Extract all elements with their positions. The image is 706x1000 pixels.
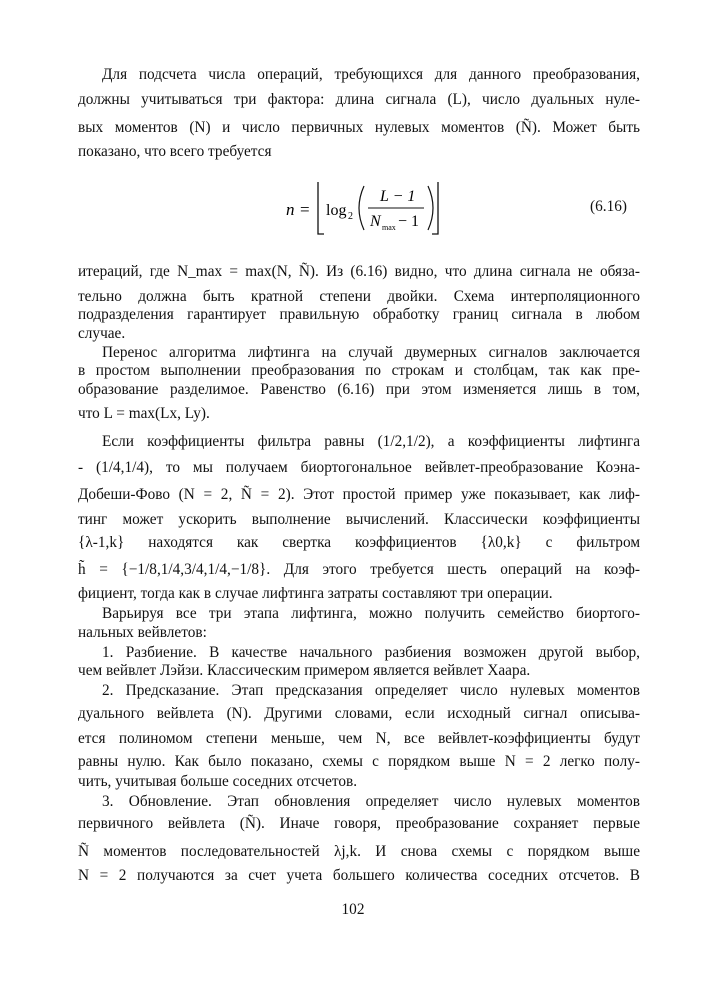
text-line-11: образование разделимое. Равенство (6.16) при этом изменяется лишь в том, — [78, 381, 640, 398]
formula-denominator-sub: max — [382, 223, 396, 232]
text-line-10: в простом выполнении преобразования по строкам и столбцам, так как пре- — [78, 362, 640, 379]
text-line-23: чем вейвлет Лэйзи. Классическим примером является вейвлет Хаара. — [78, 662, 531, 679]
text-line-27: равны нулю. Как было показано, схемы с порядком выше N = 2 легко полу- — [78, 753, 640, 770]
text-line-3: вых моментов (N) и число первичных нулевых моментов (Ñ). Может быть — [78, 119, 640, 136]
text-line-8: случае. — [78, 325, 126, 342]
text-line-1: Для подсчета числа операций, требующихся для данного преобразования, — [102, 66, 640, 83]
text-line-20: Варьируя все три этапа лифтинга, можно получить семейство биортого- — [102, 605, 640, 622]
text-line-28: чить, учитывая больше соседних отсчетов. — [78, 773, 358, 790]
text-line-21: нальных вейвлетов: — [78, 624, 207, 641]
text-line-31: Ñ моментов последовательностей λj,k. И снова схемы с порядком выше — [78, 843, 640, 860]
text-line-26: ется полиномом степени меньше, чем N, все вейвлет-коэффициенты будут — [78, 730, 640, 747]
formula-denominator: N — [370, 213, 381, 230]
text-line-14: - (1/4,1/4), то мы получаем биортогональное вейвлет-преобразование Коэна- — [78, 459, 640, 476]
page-number: 102 — [341, 901, 365, 918]
text-line-24: 2. Предсказание. Этап предсказания определяет число нулевых моментов — [102, 682, 640, 699]
formula-right-paren — [428, 186, 433, 230]
text-line-29: 3. Обновление. Этап обновления определяет число нулевых моментов — [102, 793, 640, 810]
text-line-30: первичного вейвлета (Ñ). Иначе говоря, преобразование сохраняет первые — [78, 815, 640, 832]
equation-6-16 — [280, 178, 480, 238]
formula-equals: = — [300, 200, 310, 219]
text-line-5: итераций, где N_max = max(N, Ñ). Из (6.16) видно, что длина сигнала не обяза- — [78, 263, 640, 280]
formula-log-base: 2 — [348, 211, 353, 222]
text-line-18: h̃ = {−1/8,1/4,3/4,1/4,−1/8}. Для этого требуется шесть операций на коэф- — [78, 561, 640, 578]
text-line-17: {λ-1,k} находятся как свертка коэффициентов {λ0,k} с фильтром — [78, 534, 640, 551]
text-line-15: Добеши-Фово (N = 2, Ñ = 2). Этот простой пример уже показывает, как лиф- — [78, 486, 640, 503]
text-line-12: что L = max(Lx, Ly). — [78, 405, 210, 422]
formula-left-paren — [359, 186, 364, 230]
text-line-22: 1. Разбиение. В качестве начального разбиения возможен другой выбор, — [102, 644, 640, 661]
text-line-32: N = 2 получаются за счет учета большего количества соседних отсчетов. В — [78, 867, 640, 884]
formula-lhs: n — [286, 200, 295, 219]
text-line-9: Перенос алгоритма лифтинга на случай двумерных сигналов заключается — [102, 344, 640, 361]
formula-denominator-rest: − 1 — [398, 213, 420, 230]
floor-left-bracket — [318, 182, 324, 234]
equation-number: (6.16) — [590, 198, 627, 215]
text-line-7: подразделения гарантирует правильную обработку границ сигнала в любом — [78, 306, 640, 323]
text-line-19: фициент, тогда как в случае лифтинга затраты составляют три операции. — [78, 585, 553, 602]
text-line-13: Если коэффициенты фильтра равны (1/2,1/2), а коэффициенты лифтинга — [102, 433, 640, 450]
formula-log: log — [326, 202, 347, 219]
text-line-4: показано, что всего требуется — [78, 143, 272, 160]
text-line-25: дуального вейвлета (N). Другими словами, если исходный сигнал описыва- — [78, 705, 640, 722]
formula-numerator: L − 1 — [380, 188, 416, 205]
text-line-6: тельно должна быть кратной степени двойки. Схема интерполяционного — [78, 288, 640, 305]
text-line-16: тинг может ускорить выполнение вычислений. Классически коэффициенты — [78, 511, 640, 528]
text-line-2: должны учитываться три фактора: длина сигнала (L), число дуальных нуле- — [78, 91, 640, 108]
